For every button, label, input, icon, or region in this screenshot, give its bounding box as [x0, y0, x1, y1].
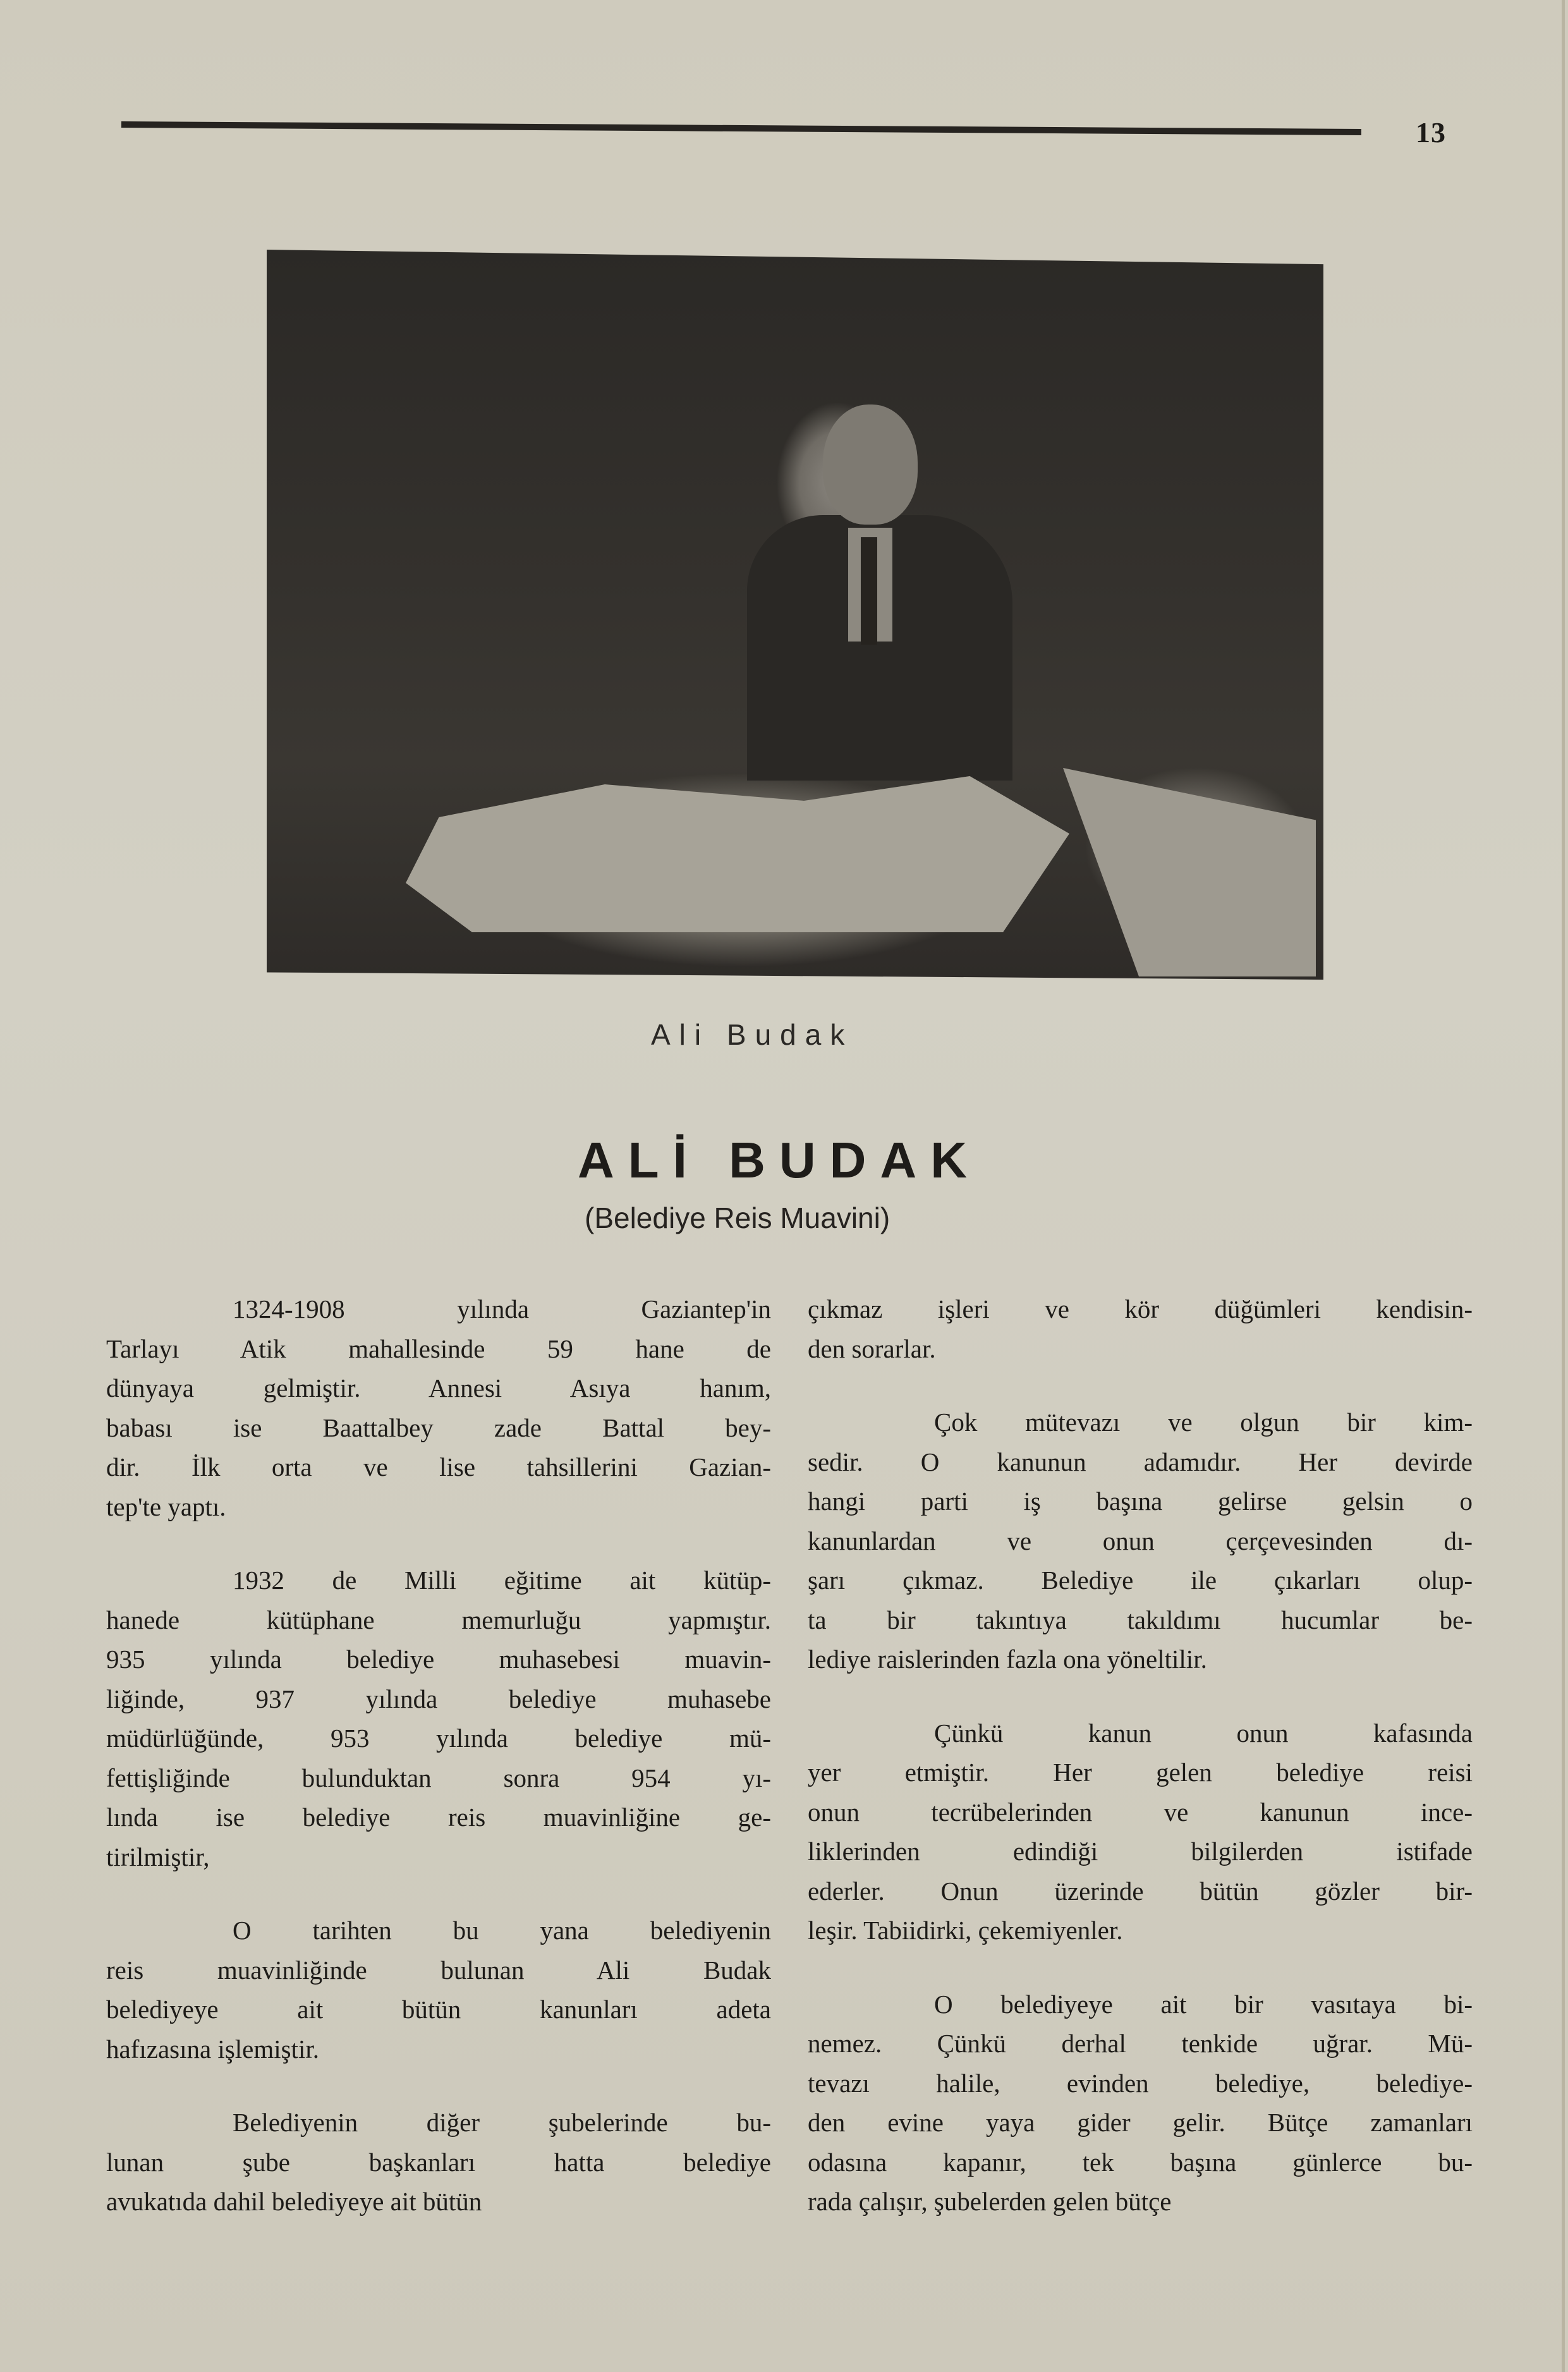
text-line: çıkmaz işleri ve kör düğümleri kendisin-: [808, 1294, 1473, 1323]
text-line: hafızasına işlemiştir.: [106, 2034, 320, 2064]
text-line: liğinde, 937 yılında belediye muhasebe: [106, 1684, 771, 1713]
text-line: tevazı halile, evinden belediye, belediye-: [808, 2068, 1473, 2098]
text-line: odasına kapanır, tek başına günlerce bu-: [808, 2147, 1473, 2177]
text-line: Çünkü kanun onun kafasında: [934, 1718, 1473, 1748]
text-line: hangi parti iş başına gelirse gelsin o: [808, 1487, 1473, 1516]
text-line: babası ise Baattalbey zade Battal bey-: [106, 1413, 771, 1442]
text-line: den evine yaya gider gelir. Bütçe zamanları: [808, 2108, 1473, 2137]
paragraph: [808, 1985, 1473, 2222]
paragraph: [808, 1713, 1473, 1950]
text-line: avukatıda dahil belediyeye ait bütün: [106, 2187, 482, 2216]
photo-figure-head: [823, 404, 918, 525]
paragraph: [106, 1911, 771, 2069]
paragraph: [106, 1289, 771, 1526]
header-rule: [121, 121, 1361, 135]
text-line: ederler. Onun üzerinde bütün gözler bir-: [808, 1876, 1473, 1906]
text-line: nemez. Çünkü derhal tenkide uğrar. Mü-: [808, 2029, 1473, 2058]
photo-tie: [861, 537, 877, 645]
text-line: 1932 de Milli eğitime ait kütüp-: [233, 1566, 771, 1595]
text-line: 935 yılında belediye muhasebesi muavin-: [106, 1645, 771, 1674]
article-title: ALİ BUDAK: [578, 1132, 981, 1188]
text-line: lında ise belediye reis muavinliğine ge-: [106, 1803, 771, 1832]
text-line: leşir. Tabiidirki, çekemiyenler.: [808, 1916, 1123, 1945]
page-number: 13: [1416, 116, 1446, 149]
text-line: O tarihten bu yana belediyenin: [233, 1916, 771, 1945]
text-line: tirilmiştir,: [106, 1842, 210, 1871]
text-line: rada çalışır, şubelerden gelen bütçe: [808, 2187, 1172, 2216]
text-line: Belediyenin diğer şubelerinde bu-: [233, 2108, 771, 2137]
text-line: reis muavinliğinde bulunan Ali Budak: [106, 1955, 771, 1985]
left-column: [106, 1289, 771, 2256]
text-line: kanunlardan ve onun çerçevesinden dı-: [808, 1526, 1473, 1555]
text-line: 1324-1908 yılında Gaziantep'in: [233, 1294, 771, 1323]
page-edge: [1562, 0, 1565, 2372]
text-line: onun tecrübelerinden ve kanunun ince-: [808, 1797, 1473, 1827]
photo-desk-papers-right: [1063, 768, 1316, 976]
text-line: şarı çıkmaz. Belediye ile çıkarları olup-: [808, 1566, 1473, 1595]
portrait-photo: [267, 250, 1323, 980]
text-line: fettişliğinde bulunduktan sonra 954 yı-: [106, 1763, 771, 1792]
text-line: Tarlayı Atik mahallesinde 59 hane de: [106, 1334, 771, 1363]
right-column: [808, 1289, 1473, 2256]
paragraph: [808, 1289, 1473, 1368]
text-line: dir. İlk orta ve lise tahsillerini Gazian-: [106, 1452, 771, 1481]
text-line: hanede kütüphane memurluğu yapmıştır.: [106, 1605, 771, 1634]
text-line: lediye raislerinden fazla ona yöneltilir.: [808, 1645, 1207, 1674]
paragraph: [808, 1402, 1473, 1679]
text-line: liklerinden edindiği bilgilerden istifade: [808, 1837, 1473, 1866]
text-line: belediyeye ait bütün kanunları adeta: [106, 1995, 771, 2024]
text-line: ta bir takıntıya takıldımı hucumlar be-: [808, 1605, 1473, 1634]
article-subtitle: (Belediye Reis Muavini): [585, 1201, 890, 1234]
text-line: Çok mütevazı ve olgun bir kim-: [934, 1408, 1473, 1437]
text-line: dünyaya gelmiştir. Annesi Asıya hanım,: [106, 1373, 771, 1402]
text-line: müdürlüğünde, 953 yılında belediye mü-: [106, 1724, 771, 1753]
text-line: O belediyeye ait bir vasıtaya bi-: [934, 1989, 1473, 2019]
paragraph: [106, 2103, 771, 2222]
text-line: sedir. O kanunun adamıdır. Her devirde: [808, 1447, 1473, 1476]
photo-caption: Ali Budak: [651, 1018, 854, 1051]
text-line: tep'te yaptı.: [106, 1492, 226, 1521]
paragraph: [106, 1560, 771, 1876]
text-line: yer etmiştir. Her gelen belediye reisi: [808, 1758, 1473, 1787]
text-line: den sorarlar.: [808, 1334, 936, 1363]
photo-desk-papers: [406, 768, 1069, 932]
text-line: lunan şube başkanları hatta belediye: [106, 2147, 771, 2177]
